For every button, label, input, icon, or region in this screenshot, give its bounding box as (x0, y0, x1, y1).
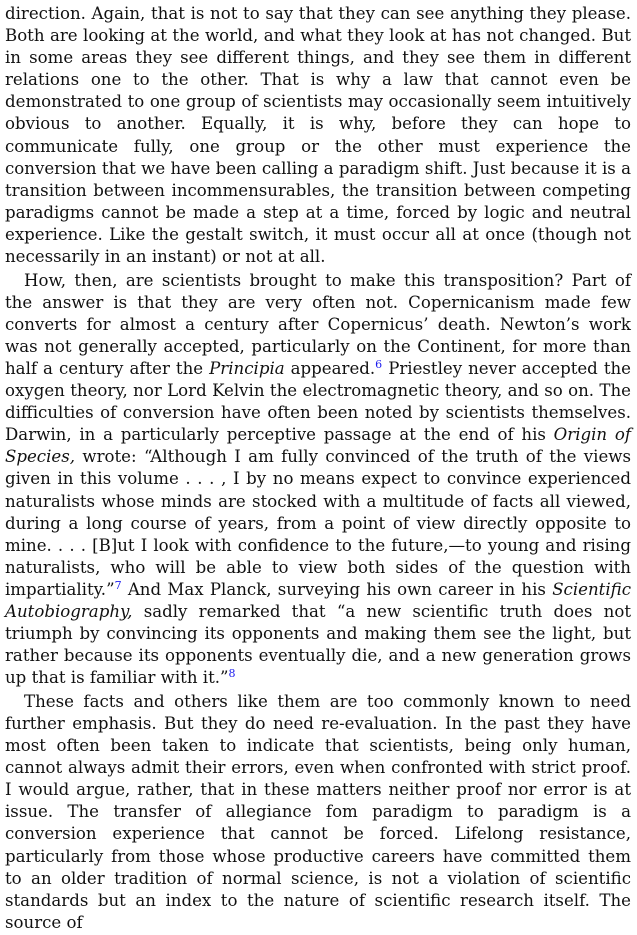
text-run: And Max Planck, surveying his own career in his (121, 579, 553, 599)
text-run: Priestley never accepted the oxygen theory, nor Lord Kelvin the electromagnetic theory, and so on. The difficulties of conversion have often been noted by scientists themselves. Darwin, in a particularly perceptive passage at the end of his (5, 359, 632, 445)
paragraph-continuation: direction. Again, that is not to say that they can see anything they please. Both are looking at the world, and what they look at has not changed. But in some areas they see different things, and they see them in different relations one to the other. That is why a law that cannot even be demonstrated to one group of scientists may occasionally seem intuitively obvious to another. Equally, it is why, before they can hope to communicate fully, one group or the other must experience the conversion that we have been calling a paradigm shift. Just because it is a transition between incommensurables, the transition between competing paradigms cannot be made a step at a time, forced by logic and neutral experience. Like the gestalt switch, it must occur all at once (though not necessarily in an instant) or not at all. (5, 4, 631, 267)
footnote-link-7[interactable]: 7 (114, 578, 122, 592)
text-run: appeared. (284, 359, 376, 378)
book-title-scientific-autobiography: Scientific Autobiography, (5, 579, 631, 622)
footnote-link-8[interactable]: 8 (228, 667, 236, 681)
paragraph-conversion (5, 270, 631, 690)
document-page (5, 3, 631, 935)
text-run: wrote: “Although I am fully convinced of the truth of the views given in this volume . . . , I by no means expect to convince experienced naturalists whose minds are stocked with a multitude of facts all viewed, during a long course of years, from a point of view directly opposite to mine. . . . [B]ut I look with confidence to the future,—to young and rising naturalists, who will be able to view both sides of the question with impartiality.” (5, 447, 631, 599)
book-title-origin-of-species: Origin of Species, (5, 425, 631, 467)
text-run: sadly remarked that “a new scientific truth does not triumph by convincing its opponents and making them see the light, but rather because its opponents eventually die, and a new generation grows up that is familiar with it.” (5, 602, 631, 688)
footnote-link-6[interactable]: 6 (375, 358, 383, 371)
book-title-principia: Principia (209, 359, 285, 378)
text-run: How, then, are scientists brought to make this transposition? Part of the answer is that they are very often not. Copernicanism made few converts for almost a century after Copernicus’ death. Newton’s work was not generally accepted, particularly on the Continent, for more than half a century after the (5, 270, 631, 378)
paragraph-re-evaluation: These facts and others like them are too commonly known to need further emphasis. But they do need re-evaluation. In the past they have most often been taken to indicate that scientists, being only human, cannot always admit their errors, even when confronted with strict proof. I would argue, rather, that in these matters neither proof nor error is at issue. The transfer of allegiance fom paradigm to paradigm is a conversion experience that cannot be forced. Lifelong resistance, particularly from those whose productive careers have committed them to an older tradition of normal science, is not a violation of scientific standards but an index to the nature of scientific research itself. The source of (5, 691, 631, 932)
